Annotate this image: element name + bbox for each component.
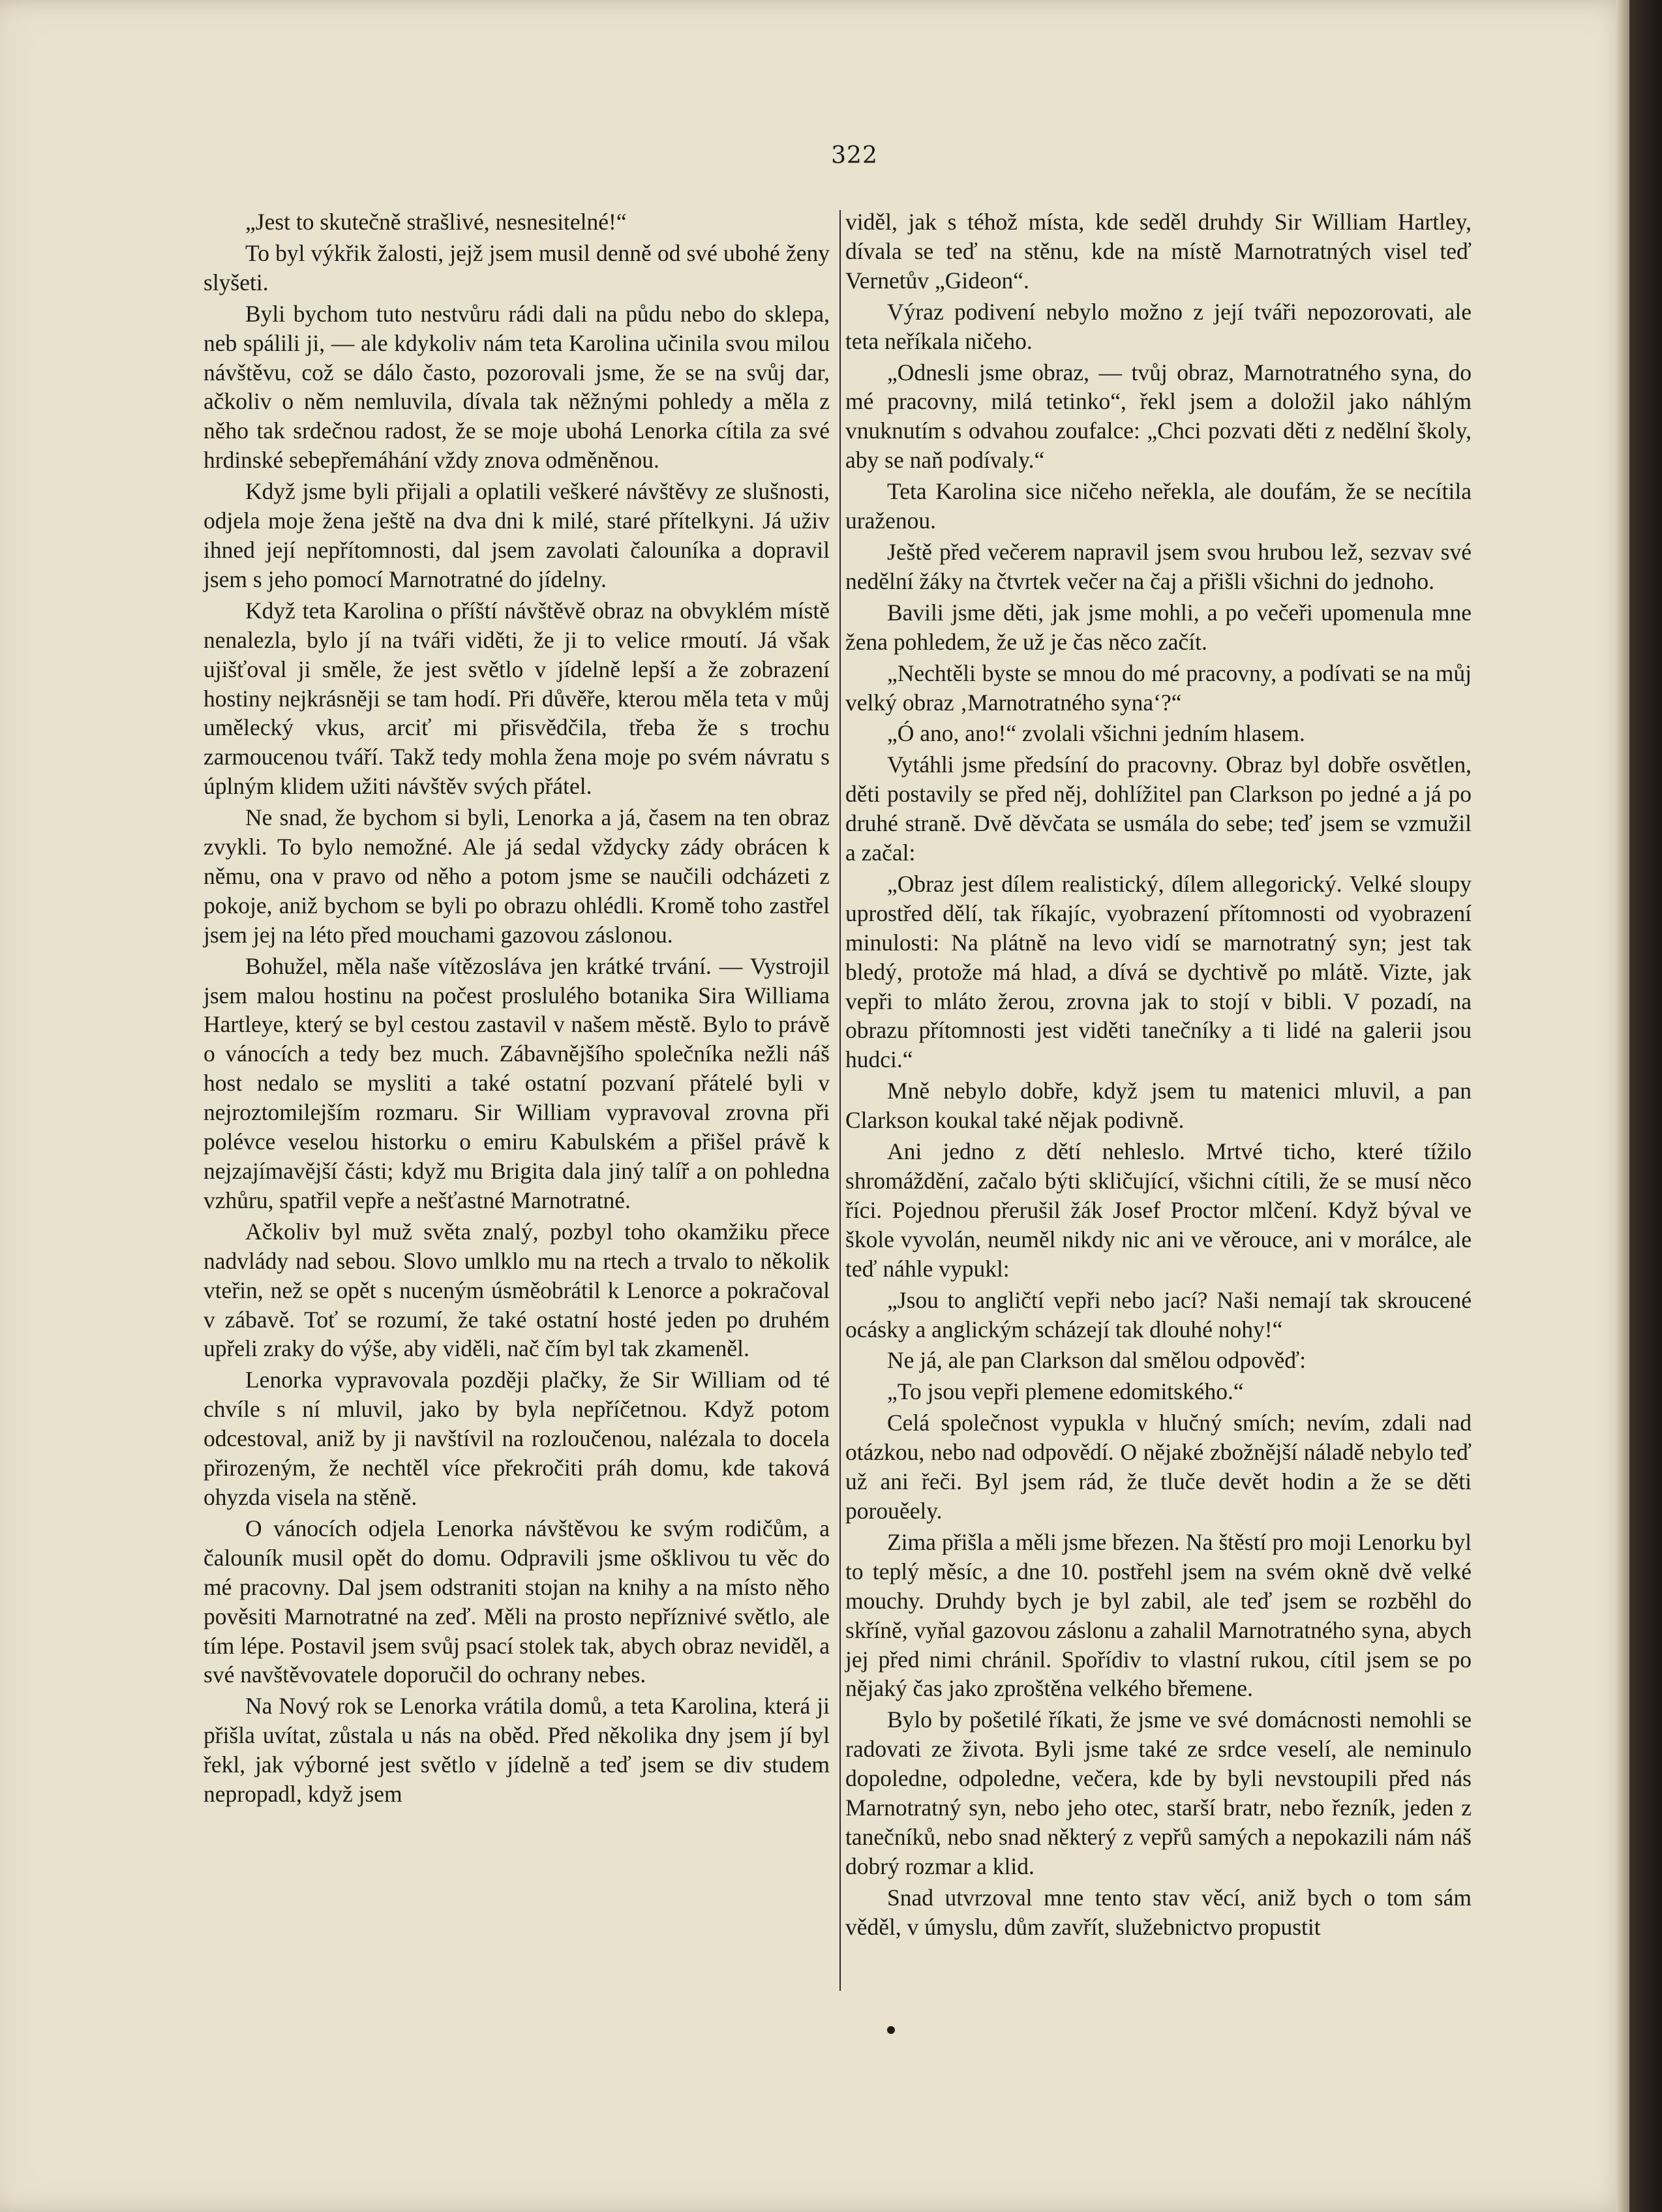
- paragraph: Snad utvrzoval mne tento stav věcí, aniž bych o tom sám věděl, v úmyslu, dům zavřít, služebnictvo propustit: [845, 1884, 1472, 1940]
- paragraph: Celá společnost vypukla v hlučný smích; nevím, zdali nad otázkou, nebo nad odpovědí. O nějaké zbožnější náladě nebylo teď už ani řeči. Byl jsem rád, že tluče devět hodin a že se děti porouěely.: [845, 1410, 1472, 1524]
- paragraph: „Jest to skutečně strašlivé, nesnesitelné!“: [245, 209, 627, 235]
- paragraph: Vytáhli jsme předsíní do pracovny. Obraz byl dobře osvětlen, děti postavily se před něj, dohlížitel pan Clarkson po jedné a já po druhé straně. Dvě děvčata se usmála do sebe; teď jsem se vzmužil a začal:: [845, 751, 1472, 866]
- paragraph: O vánocích odjela Lenorka návštěvou ke svým rodičům, a čalouník musil opět do domu. Odpravili jsme ošklivou tu věc do mé pracovny. Dal jsem odstraniti stojan na knihy a na místo něho pověsiti Marnotratné na zeď. Měli na prosto nepříznivé světlo, ale tím lépe. Postavil jsem svůj psací stolek tak, abych obraz neviděl, a své navštěvovatele doporučil do ochrany nebes.: [204, 1515, 830, 1688]
- right-column: [845, 207, 1472, 1942]
- paragraph: „Obraz jest dílem realistický, dílem allegorický. Velké sloupy uprostřed dělí, tak říkajíc, vyobrazení přítomnosti od vyobrazení minulosti: Na plátně na levo vidí se marnotratný syn; jest tak bledý, protože má hlad, a dívá se dychtivě po mlátě. Vizte, jak vepři to mláto žerou, zrovna jak to stojí v bibli. V pozadí, na obrazu přítomnosti jest viděti tanečníky a ti lidé na galerii jsou hudci.“: [845, 870, 1472, 1073]
- paragraph: Lenorka vypravovala později plačky, že Sir William od té chvíle s ní mluvil, jako by byla nepříčetnou. Když potom odcestoval, aniž by ji navštívil na rozloučenou, nalézala to docela přirozeným, že nechtěl více překročiti práh domu, kde taková ohyzda visela na stěně.: [204, 1367, 830, 1510]
- paragraph: Zima přišla a měli jsme březen. Na štěstí pro moji Lenorku byl to teplý měsíc, a dne 10. postřehl jsem na svém okně dvě velké mouchy. Druhdy bych je byl zabil, ale teď jsem se rozběhl do skříně, vyňal gazovou záslonu a zahalil Marnotratného syna, abych jej před nimi chránil. Spořídiv to vlastní rukou, cítil jsem se po nějaký čas jako zproštěna velkého břemene.: [845, 1528, 1472, 1702]
- column-divider: [839, 210, 841, 1991]
- paragraph: Byli bychom tuto nestvůru rádi dali na půdu nebo do sklepa, neb spálili ji, — ale kdykoliv nám teta Karolina učinila svou milou návštěvu, což se dálo často, pozorovali jsme, že se na svůj dar, ačkoliv o něm nemluvila, dívala tak něžnými pohledy a měla z něho tak srdečnou radost, že se moje ubohá Lenorka cítila za své hrdinské sebepřemáhání vždy znova odměněnou.: [204, 300, 830, 474]
- paragraph: Bylo by pošetilé říkati, že jsme ve své domácnosti nemohli se radovati ze života. Byli jsme také ze srdce veselí, ale neminulo dopoledne, odpoledne, večera, kde by byli nevstoupili před nás Marnotratný syn, nebo jeho otec, starší bratr, nebo řezník, jeden z tanečníků, nebo snad některý z vepřů samých a nepokazili nám náš dobrý rozmar a klid.: [845, 1706, 1472, 1879]
- paragraph: Když jsme byli přijali a oplatili veškeré návštěvy ze slušnosti, odjela moje žena ještě na dva dni k milé, staré přítelkyni. Já uživ ihned její nepřítomnosti, dal jsem zavolati čalouníka a dopravil jsem s jeho pomocí Marnotratné do jídelny.: [204, 478, 830, 592]
- paragraph: Ne snad, že bychom si byli, Lenorka a já, časem na ten obraz zvykli. To bylo nemožné. Ale já sedal vždycky zády obrácen k němu, ona v pravo od něho a potom jsme se naučili odcházeti z pokoje, aniž bychom se byli po obrazu ohlédli. Kromě toho zastřel jsem jej na léto před mouchami gazovou záslonou.: [204, 804, 830, 948]
- paragraph: Ani jedno z dětí nehleslo. Mrtvé ticho, které tížilo shromáždění, začalo býti skličující, všichni cítili, že se musí něco říci. Pojednou přerušil žák Josef Proctor mlčení. Když býval ve škole vyvolán, neuměl nikdy nic ani ve věrouce, ani v morálce, ale teď náhle vypukl:: [845, 1138, 1472, 1282]
- left-column: [204, 207, 830, 1809]
- paragraph: Ačkoliv byl muž světa znalý, pozbyl toho okamžiku přece nadvlády nad sebou. Slovo umlklo mu na rtech a trvalo to několik vteřin, než se opět s nuceným úsměobrátil k Lenorce a pokračoval v zábavě. Toť se rozumí, že také ostatní hosté jeden po druhém upřeli zraky do výše, aby viděli, nač čím byl tak zkameněl.: [204, 1218, 830, 1362]
- paragraph: Mně nebylo dobře, když jsem tu matenici mluvil, a pan Clarkson koukal také nějak podivně.: [845, 1078, 1472, 1134]
- page-number: 322: [831, 142, 878, 169]
- paragraph: Na Nový rok se Lenorka vrátila domů, a teta Karolina, která ji přišla uvítat, zůstala u nás na oběd. Před několika dny jsem jí byl řekl, jak výborné jest světlo v jídelně a teď jsem se div studem nepropadl, když jsem: [204, 1693, 830, 1808]
- paragraph: „To jsou vepři plemene edomitského.“: [887, 1378, 1244, 1405]
- paragraph: Bavili jsme děti, jak jsme mohli, a po večeři upomenula mne žena pohledem, že už je čas něco začít.: [845, 599, 1472, 655]
- paragraph: Teta Karolina sice ničeho neřekla, ale doufám, že se necítila uraženou.: [845, 478, 1472, 534]
- paragraph: Ještě před večerem napravil jsem svou hrubou lež, sezvav své nedělní žáky na čtvrtek večer na čaj a přišli všichni do jednoho.: [845, 538, 1472, 594]
- scan-background-strip: [1629, 0, 1662, 2212]
- paragraph: „Nechtěli byste se mnou do mé pracovny, a podívati se na můj velký obraz ‚Marnotratného syna‘?“: [845, 659, 1472, 716]
- paragraph: viděl, jak s téhož místa, kde seděl druhdy Sir William Hartley, dívala se teď na stěnu, kde na místě Marnotratných visel teď Vernetův „Gideon“.: [845, 209, 1472, 294]
- ink-dot: [887, 2026, 895, 2034]
- paragraph: „Ó ano, ano!“ zvolali všichni jedním hlasem.: [887, 720, 1305, 747]
- paragraph: Ne já, ale pan Clarkson dal smělou odpověď:: [887, 1347, 1307, 1374]
- paragraph: Výraz podivení nebylo možno z její tváři nepozorovati, ale teta neříkala ničeho.: [845, 298, 1472, 354]
- page-binding-edge: [1616, 0, 1629, 2212]
- paragraph: „Jsou to angličtí vepři nebo jací? Naši nemají tak skroucené ocásky a anglickým scházejí tak dlouhé nohy!“: [845, 1286, 1472, 1342]
- paragraph: Bohužel, měla naše vítězoslávа jen krátké trvání. — Vystrojil jsem malou hostinu na počest proslulého botanika Sira Williama Hartleye, který se byl cestou zastavil v našem městě. Bylo to právě o vánocích a tedy bez much. Zábavnějšího společníka nežli náš host nedalo se mysliti a také ostatní pozvaní přátelé byli v nejroztomilejším rozmaru. Sir William vypravoval zrovna při polévce veselou historku o emiru Kabulském a přišel právě k nejzajímavější části; když mu Brigita dala jiný talíř a on pohledna vzhůru, spatřil vepře a nešťastné Marnotratné.: [204, 952, 830, 1213]
- paragraph: „Odnesli jsme obraz, — tvůj obraz, Marnotratného syna, do mé pracovny, milá tetinko“, řekl jsem a doložil jako náhlým vnuknutím s odvahou zoufalce: „Chci pozvati děti z nedělní školy, aby se naň podívaly.“: [845, 359, 1472, 474]
- paragraph: To byl výkřik žalosti, jejž jsem musil denně od své ubohé ženy slyšeti.: [204, 239, 830, 295]
- paragraph: Když teta Karolina o příští návštěvě obraz na obvyklém místě nenalezla, bylo jí na tváři viděti, že ji to velice rmoutí. Já však ujišťoval ji směle, že jest světlo v jídelně lepší a že zobrazení hostiny nejkrásněji se tam hodí. Při důvěře, kterou měla teta v můj umělecký vkus, arciť mi přisvědčila, třeba že s trochu zarmoucenou tváří. Takž tedy mohla žena moje po svém návratu s úplným klidem užiti návštěv svých přátel.: [204, 597, 830, 800]
